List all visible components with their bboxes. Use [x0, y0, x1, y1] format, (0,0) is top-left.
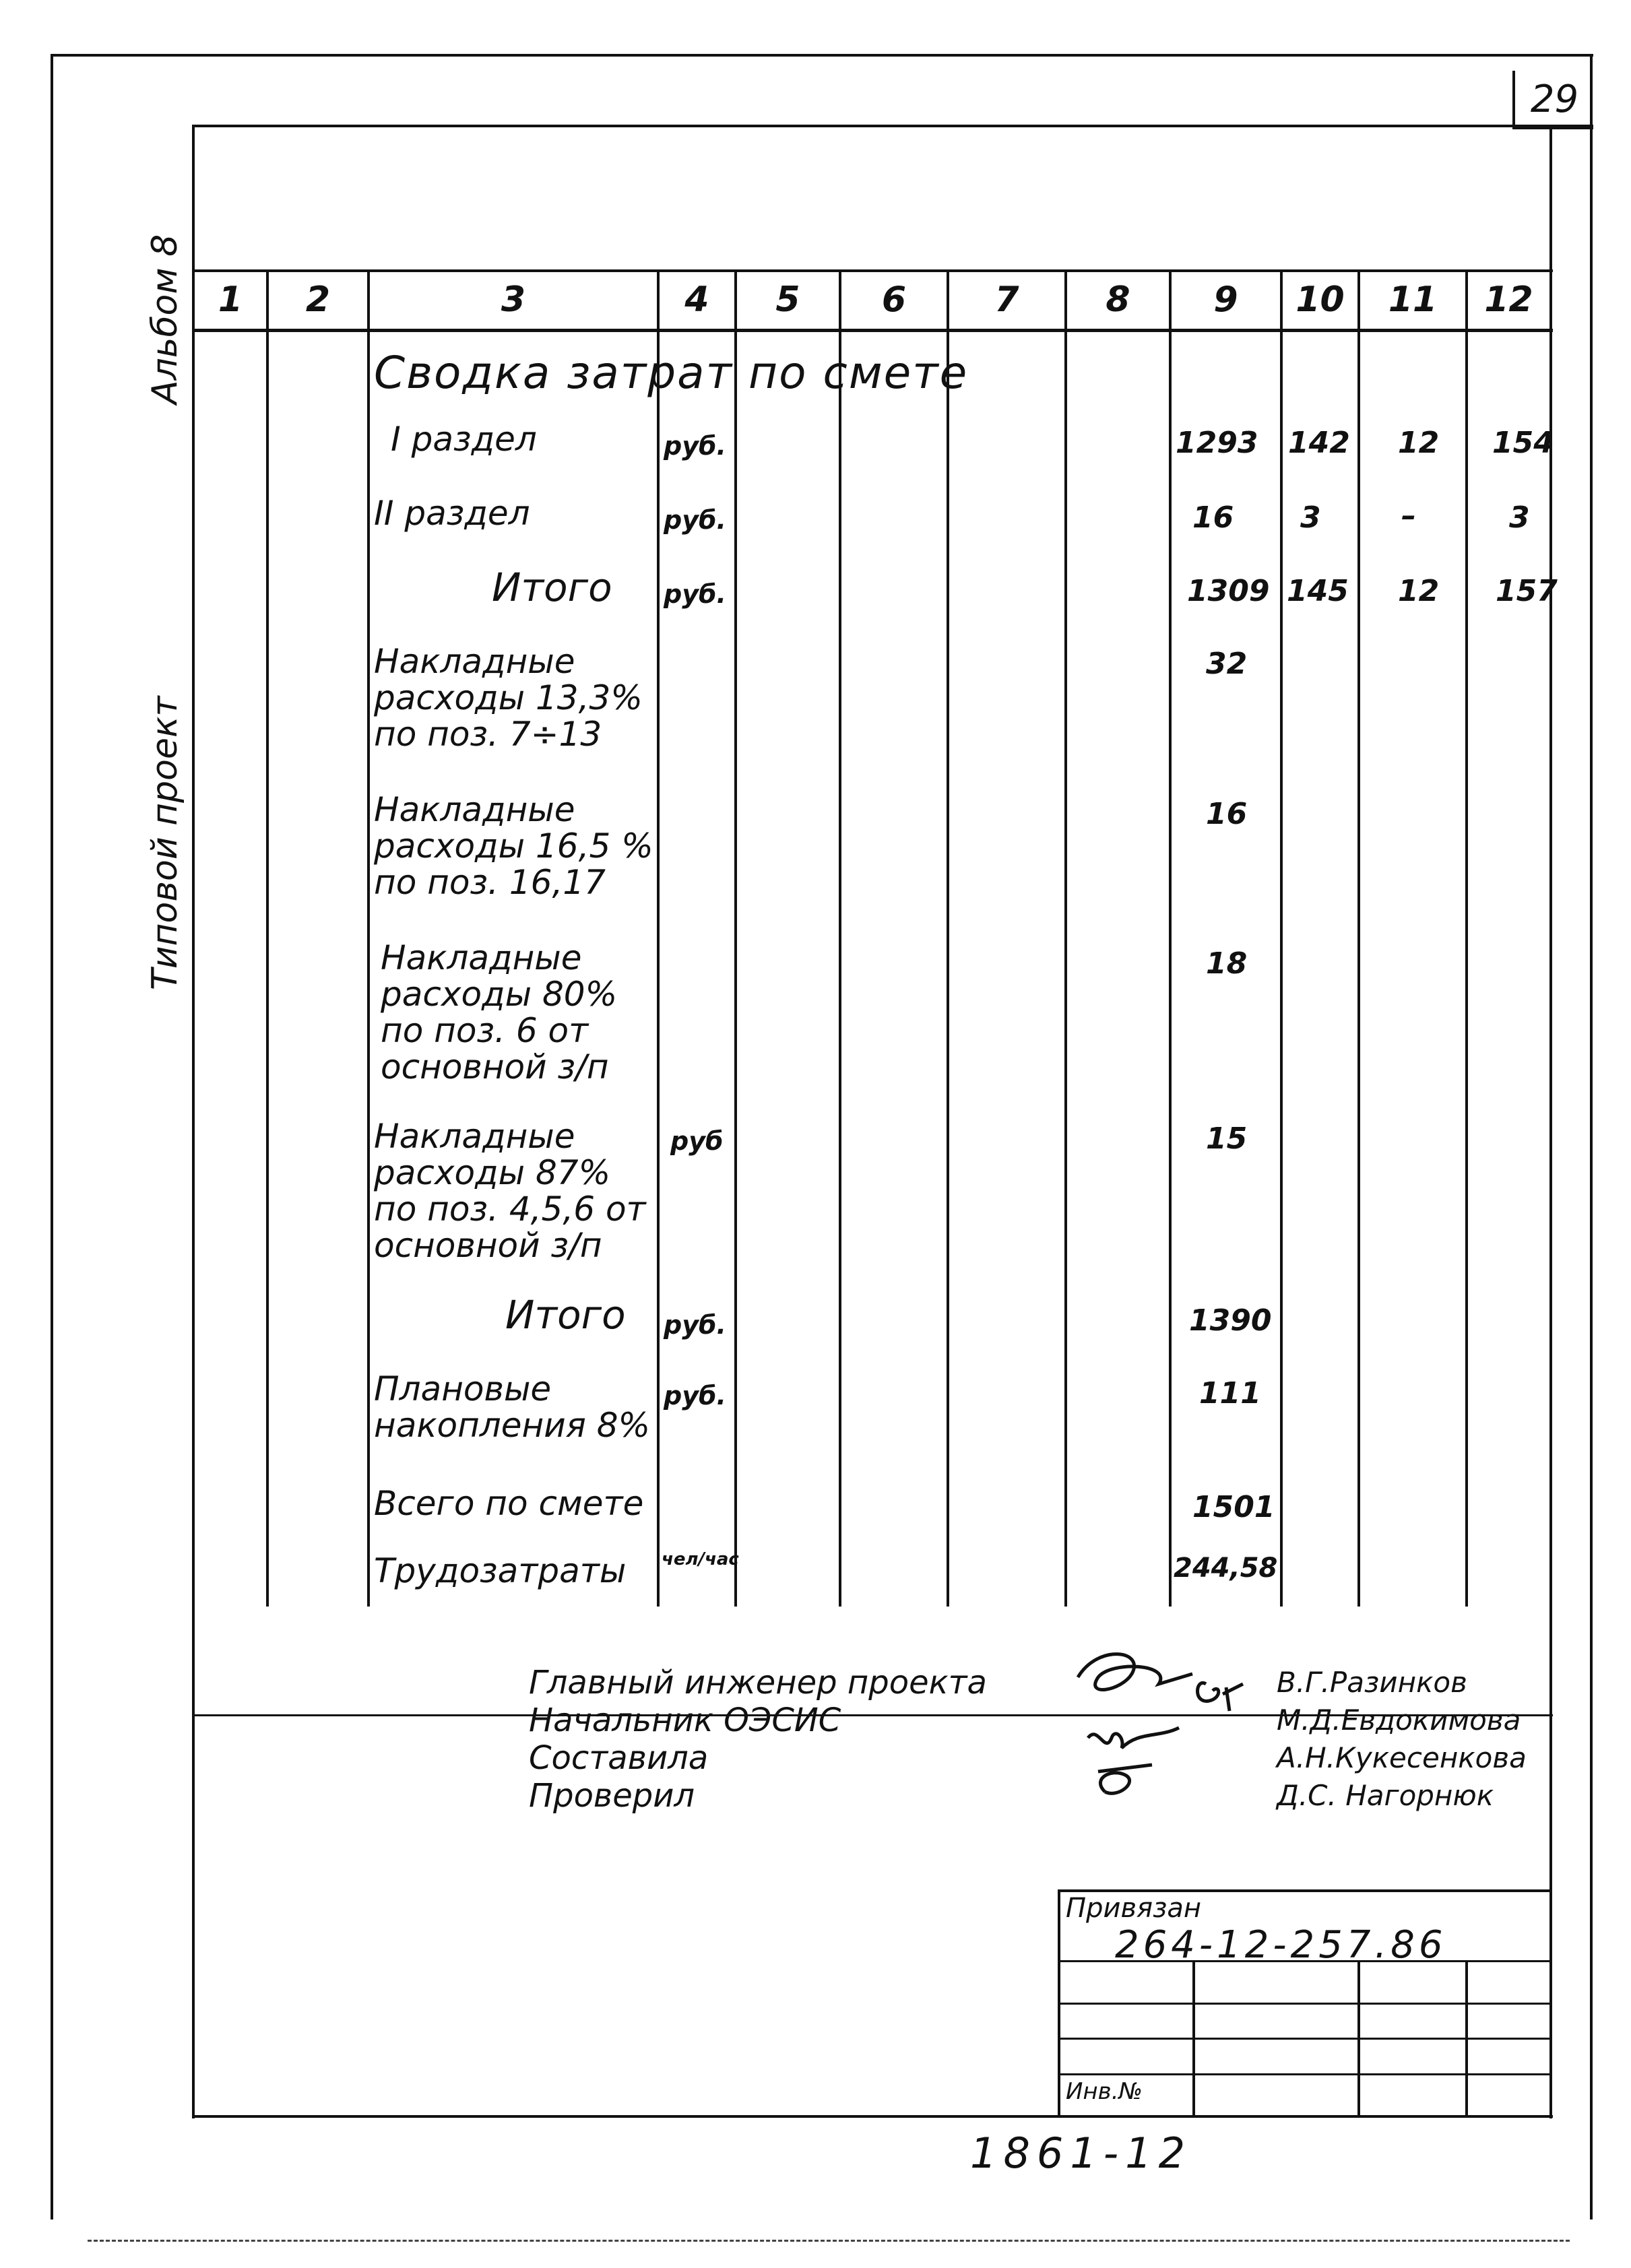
row-unit: руб.: [664, 1381, 726, 1411]
signature-position-chief-engineer: Главный инженер проекта: [529, 1664, 987, 1702]
stamp-inv-label: Инв.№: [1066, 2078, 1143, 2105]
stamp-col-1: [1192, 1960, 1195, 2115]
row-col10: 145: [1287, 574, 1349, 608]
row-label: Накладные расходы 80% по поз. 6 от основной з/п: [381, 938, 618, 1087]
footer-code: 1861-12: [970, 2129, 1192, 2178]
col-sep-11: [1465, 269, 1468, 1607]
row-col10: 3: [1300, 500, 1321, 535]
col-header-6: 6: [881, 280, 907, 320]
row-col12: 157: [1496, 574, 1558, 608]
signature-position-head: Начальник ОЭСИС: [529, 1702, 841, 1739]
row-col12: 3: [1509, 500, 1530, 535]
row-label: Итого: [492, 564, 612, 610]
row-label: Накладные расходы 13,3% по поз. 7÷13: [374, 642, 643, 754]
signature-name-2: М.Д.Евдокимова: [1277, 1704, 1521, 1737]
col-header-4: 4: [684, 280, 709, 320]
form-top: [192, 125, 1593, 127]
col-sep-10: [1357, 269, 1360, 1607]
table-title: Сводка затрат по смете: [374, 347, 969, 399]
col-header-10: 10: [1296, 280, 1345, 320]
stamp-row-4: [1058, 2073, 1551, 2075]
stamp-top: [1058, 1889, 1551, 1892]
row-col10: 142: [1288, 426, 1350, 460]
col-sep-5: [839, 269, 841, 1607]
col-sep-2: [367, 269, 370, 1607]
row-col9: 1390: [1189, 1303, 1272, 1338]
signature-position-checked: Проверил: [529, 1777, 695, 1815]
row-label: Плановые накопления 8%: [374, 1369, 651, 1445]
row-unit: руб.: [664, 579, 726, 609]
row-col9: 111: [1199, 1376, 1261, 1411]
row-col9: 1501: [1192, 1490, 1275, 1524]
row-unit: руб.: [664, 431, 726, 461]
row-col9: 16: [1192, 500, 1234, 535]
frame-top: [51, 54, 1593, 57]
signature-name-3: А.Н.Кукесенкова: [1277, 1741, 1527, 1774]
frame-right: [1590, 54, 1593, 2220]
page-number-box-left: [1512, 71, 1515, 128]
row-col12: 154: [1492, 426, 1554, 460]
stamp-row-2: [1058, 2003, 1551, 2005]
row-label: Накладные расходы 87% по поз. 4,5,6 от основной з/п: [374, 1117, 646, 1265]
col-sep-9: [1280, 269, 1283, 1607]
col-header-2: 2: [305, 280, 331, 320]
col-sep-7: [1064, 269, 1067, 1607]
row-col9: 18: [1206, 946, 1248, 981]
row-label: I раздел: [391, 420, 537, 459]
stamp-bound-label: Привязан: [1066, 1893, 1202, 1924]
form-left: [192, 125, 195, 2118]
col-header-1: 1: [218, 280, 243, 320]
form-right: [1549, 125, 1552, 2118]
row-label: Всего по смете: [374, 1484, 644, 1523]
col-header-12: 12: [1484, 280, 1533, 320]
row-col9: 32: [1206, 647, 1248, 681]
project-label: Типовой проект: [145, 696, 185, 990]
row-col11: 12: [1398, 426, 1440, 460]
signature-name-1: В.Г.Разинков: [1277, 1666, 1467, 1699]
col-header-9: 9: [1213, 280, 1238, 320]
row-unit: руб.: [664, 1310, 726, 1340]
col-header-7: 7: [994, 280, 1019, 320]
stamp-bound-number: 264-12-257.86: [1115, 1923, 1447, 1967]
col-header-5: 5: [775, 280, 800, 320]
row-col9: 1309: [1187, 574, 1270, 608]
row-unit: руб.: [664, 505, 726, 535]
row-label: II раздел: [374, 494, 530, 533]
header-bottom-line: [192, 329, 1553, 332]
row-label: Накладные расходы 16,5 % по поз. 16,17: [374, 790, 653, 902]
signature-name-4: Д.С. Нагорнюк: [1277, 1779, 1494, 1812]
album-label: Альбом 8: [145, 234, 185, 404]
row-col11: –: [1401, 498, 1416, 533]
stamp-row-3: [1058, 2038, 1551, 2040]
row-label: Трудозатраты: [374, 1551, 627, 1590]
row-col11: 12: [1398, 574, 1440, 608]
stamp-col-2: [1357, 1960, 1360, 2115]
row-col9: 15: [1206, 1122, 1248, 1156]
page-number: 29: [1530, 77, 1579, 121]
signature-position-compiled: Составила: [529, 1739, 709, 1777]
col-header-11: 11: [1388, 280, 1438, 320]
row-col9: 1293: [1176, 426, 1258, 460]
row-unit: чел/час: [662, 1549, 739, 1569]
form-bottom: [192, 2115, 1553, 2118]
col-header-8: 8: [1106, 280, 1130, 320]
trim-line: [88, 2240, 1570, 2242]
col-sep-8: [1169, 269, 1172, 1607]
handwritten-signatures: [1058, 1637, 1280, 1832]
col-sep-6: [947, 269, 949, 1607]
frame-left: [51, 54, 53, 2220]
row-unit: руб: [670, 1126, 724, 1156]
header-top-line: [192, 269, 1553, 272]
col-sep-3: [657, 269, 660, 1607]
col-sep-1: [266, 269, 269, 1607]
col-sep-4: [734, 269, 737, 1607]
stamp-col-3: [1465, 1960, 1468, 2115]
row-label: Итого: [505, 1292, 626, 1338]
col-header-3: 3: [501, 280, 526, 320]
row-col9: 244,58: [1174, 1553, 1278, 1584]
row-col9: 16: [1206, 797, 1248, 831]
